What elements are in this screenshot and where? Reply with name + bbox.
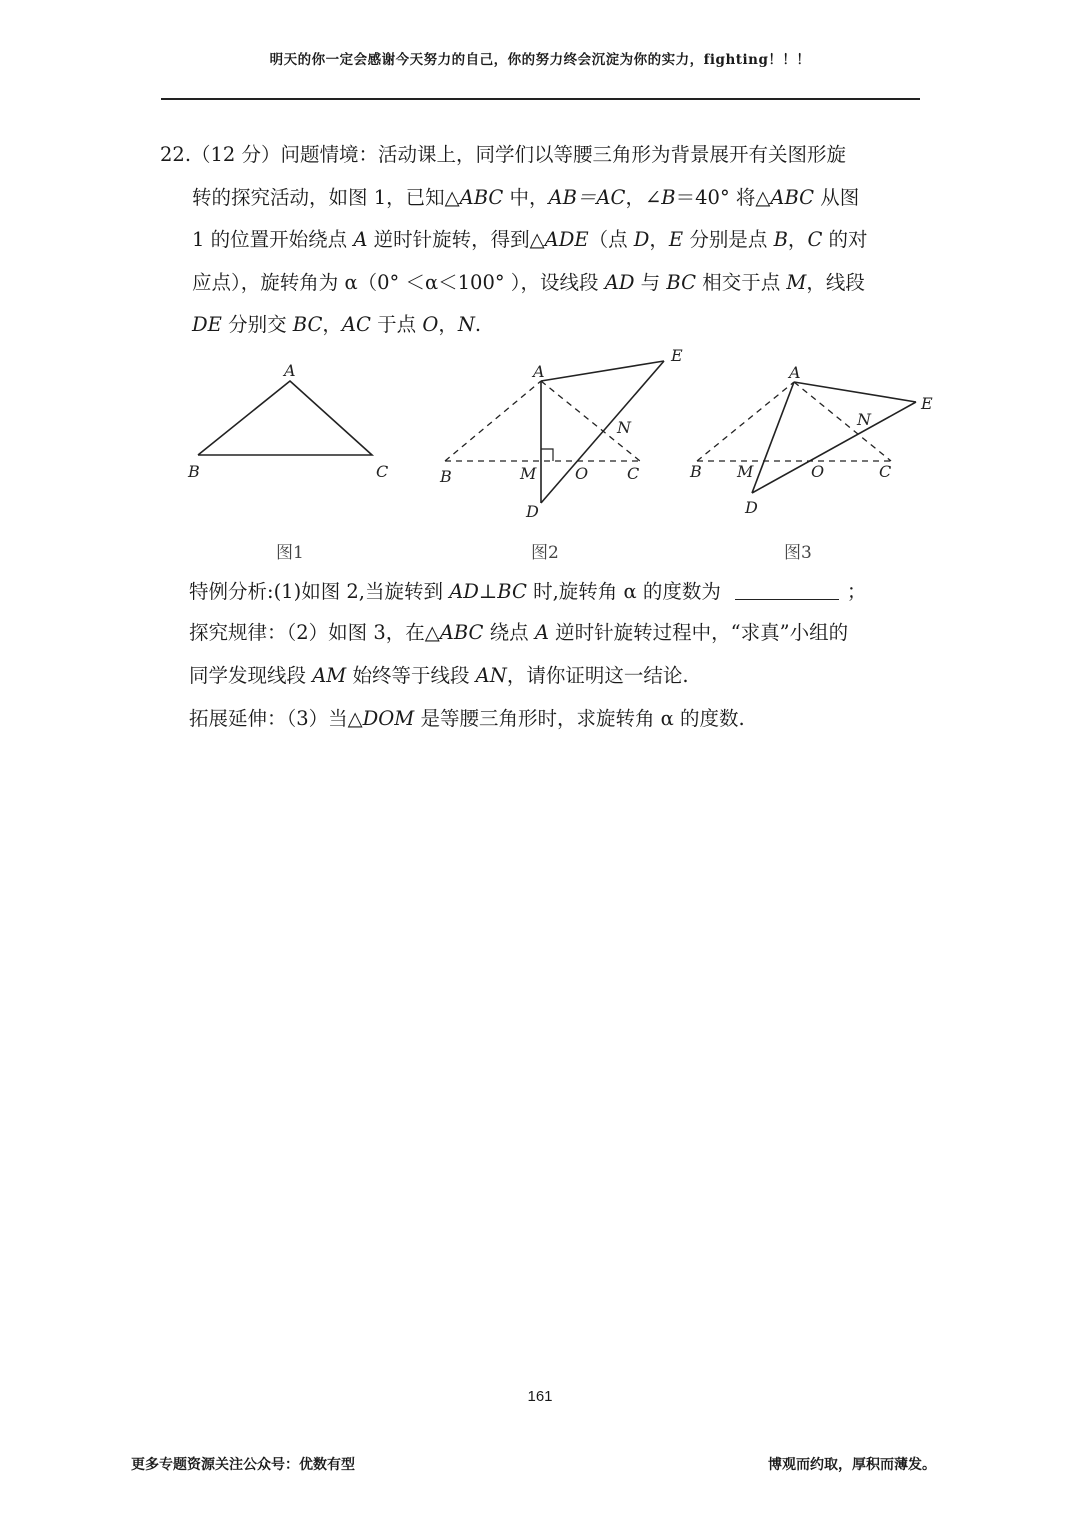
problem-text: 相交于点 xyxy=(696,270,787,294)
fig2-label-c: C xyxy=(627,464,640,483)
math-var: ADE xyxy=(544,228,589,251)
problem-line-5 xyxy=(160,304,930,347)
fig3-label-c: C xyxy=(879,462,892,481)
fig3-ad xyxy=(752,382,794,493)
problem-text: 应点），旋转角为 α（0° ＜α＜100° ），设线段 xyxy=(192,270,605,294)
fig2-de xyxy=(541,361,664,503)
math-var: AB＝AC xyxy=(548,185,626,209)
problem-text: 转的探究活动，如图 1，已知△ xyxy=(192,185,460,209)
fig3-label-o: O xyxy=(811,462,825,481)
problem-text: 的对 xyxy=(822,228,868,251)
problem-line-3 xyxy=(160,219,930,262)
problem-text: 分别是点 xyxy=(683,228,774,251)
problem-text: 中， xyxy=(503,185,549,209)
math-var: C xyxy=(807,228,823,251)
math-var: AD xyxy=(604,270,635,294)
problem-text: 从图 xyxy=(814,185,860,209)
fig2-label-e: E xyxy=(671,346,683,365)
fig2-right-angle xyxy=(541,449,553,461)
fig3-de xyxy=(752,402,916,493)
problem-text: ， xyxy=(438,313,458,336)
problem-text: ，线段 xyxy=(806,270,865,294)
problem-text: ＝40° 将△ xyxy=(675,185,771,209)
page-number: 161 xyxy=(527,1388,553,1405)
question-1 xyxy=(189,576,929,604)
fig2-caption: 图2 xyxy=(531,543,559,563)
question-2-cont xyxy=(189,660,929,688)
problem-line-2 xyxy=(160,177,930,220)
problem-text: . xyxy=(474,313,482,336)
fig1-caption: 图1 xyxy=(276,543,304,563)
math-var: AN xyxy=(475,664,507,687)
fig3-caption: 图3 xyxy=(784,543,812,563)
math-var: BC xyxy=(292,313,323,336)
question-text: 时,旋转角 α 的度数为 xyxy=(526,580,721,603)
problem-text: ， xyxy=(787,228,808,251)
problem-line-4 xyxy=(160,262,930,305)
math-var: N xyxy=(457,313,475,336)
problem-text: 22.（12 分）问题情境：活动课上，同学们以等腰三角形为背景展开有关图形旋 xyxy=(160,143,847,166)
fig2-label-o: O xyxy=(575,464,589,483)
problem-text: （点 xyxy=(588,228,634,251)
math-var: BC xyxy=(666,270,697,294)
problem-text: ， xyxy=(649,228,669,251)
triangle-abc xyxy=(198,381,372,455)
math-var: DE xyxy=(192,313,222,336)
fig3-label-a: A xyxy=(789,363,801,382)
problem-text: 1 的位置开始绕点 xyxy=(192,228,354,251)
math-var: B xyxy=(661,185,676,209)
footer-right: 博观而约取，厚积而薄发。 xyxy=(768,1457,936,1473)
header-divider xyxy=(161,98,920,100)
fig2-ae xyxy=(541,361,664,381)
question-text: 始终等于线段 xyxy=(346,664,476,687)
question-text: 逆时针旋转过程中，“求真”小组的 xyxy=(548,621,849,644)
math-var: A xyxy=(534,621,549,644)
fig3-label-n: N xyxy=(857,410,871,429)
math-var: AM xyxy=(312,664,347,687)
fig2-label-d: D xyxy=(526,502,539,521)
question-text: 拓展延伸：（3）当△ xyxy=(189,707,363,730)
fig2-ab-dashed xyxy=(445,381,541,461)
question-2 xyxy=(189,617,929,645)
problem-text: ，∠ xyxy=(625,185,662,209)
math-var: D xyxy=(633,228,650,251)
fig1-label-a: A xyxy=(284,361,296,380)
question-text: ，请你证明这一结论. xyxy=(506,664,689,687)
math-var: ABC xyxy=(439,621,484,644)
problem-statement xyxy=(160,134,930,347)
math-var: AD⊥BC xyxy=(449,580,527,603)
fig1-label-c: C xyxy=(376,462,389,481)
fig2-label-a: A xyxy=(533,362,545,381)
math-var: DOM xyxy=(362,707,415,730)
fig3-label-d: D xyxy=(745,498,758,517)
math-var: AC xyxy=(341,313,371,336)
fig3-label-m: M xyxy=(737,462,754,481)
math-var: O xyxy=(422,313,439,336)
math-var: M xyxy=(786,270,807,294)
fig1-label-b: B xyxy=(188,462,200,481)
math-var: ABC xyxy=(770,185,815,209)
footer-left: 更多专题资源关注公众号：优数有型 xyxy=(131,1457,355,1473)
fig3-label-e: E xyxy=(921,394,933,413)
math-var: E xyxy=(668,228,684,251)
question-text: ； xyxy=(846,580,867,603)
fig2-label-m: M xyxy=(520,464,537,483)
problem-text: 逆时针旋转，得到△ xyxy=(367,228,545,251)
figure-1 xyxy=(198,381,372,455)
question-text: 特例分析:(1)如图 2,当旋转到 xyxy=(189,580,450,603)
question-3 xyxy=(189,703,929,731)
problem-text: 于点 xyxy=(370,313,423,336)
fig3-label-b: B xyxy=(690,462,702,481)
question-text: 同学发现线段 xyxy=(189,664,313,687)
problem-text: 分别交 xyxy=(221,313,293,336)
header-motto: 明天的你一定会感谢今天努力的自己，你的努力终会沉淀为你的实力，fighting！！！ xyxy=(269,52,811,68)
question-text: 绕点 xyxy=(483,621,535,644)
fig3-ae xyxy=(794,382,916,402)
fig2-label-b: B xyxy=(440,467,452,486)
fig3-ac-dashed xyxy=(794,382,891,461)
fig2-label-n: N xyxy=(617,418,631,437)
problem-text: 与 xyxy=(634,270,667,294)
problem-text: ， xyxy=(322,313,342,336)
problem-line-1 xyxy=(160,134,930,177)
math-var: B xyxy=(773,228,788,251)
answer-blank[interactable] xyxy=(735,579,839,600)
question-text: 是等腰三角形时，求旋转角 α 的度数. xyxy=(414,707,745,730)
math-var: A xyxy=(353,228,368,251)
question-text: 探究规律：（2）如图 3，在△ xyxy=(189,621,440,644)
math-var: ABC xyxy=(459,185,504,209)
